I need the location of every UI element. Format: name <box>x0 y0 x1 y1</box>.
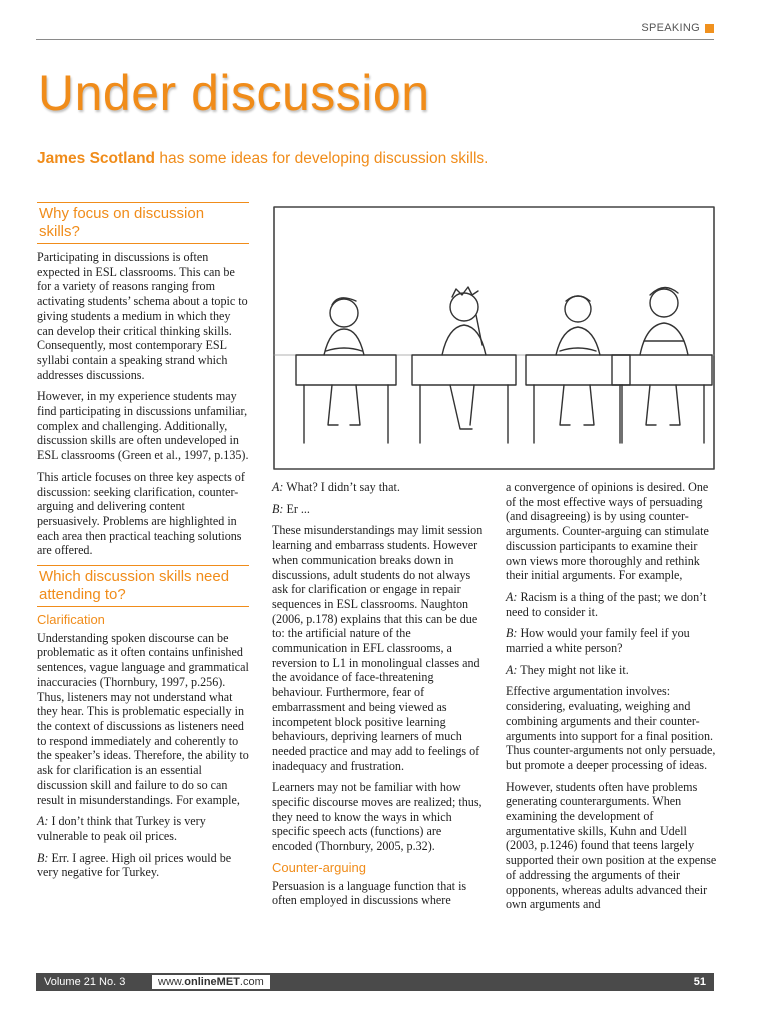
heading-why-focus: Why focus on discussion skills? <box>37 202 249 244</box>
column-2 <box>272 480 484 915</box>
paragraph: a convergence of opinions is desired. One of the most effective ways of persuading (and disagreeing) is by using counter-arguments. Counter-arguing can stimulate discussion participants to examine their own views more thoroughly and rethink their initial arguments. For example, <box>506 480 709 583</box>
subheading-counter-arguing: Counter-arguing <box>272 859 366 875</box>
section-label: SPEAKING <box>641 22 700 34</box>
dialogue-line <box>37 814 249 843</box>
paragraph: Persuasion is a language function that is often employed in discussions where <box>272 878 467 908</box>
dialogue-line <box>272 480 484 495</box>
article-title: Under discussion <box>38 65 430 121</box>
paragraph: However, students often have problems generating counterarguments. When examining the development of argumentative skills, Kuhn and Udell (2003, p.1246) found that teens largely supported their own position at the expense of addressing the arguments of their opponents, whereas adults advanced their own arguments and <box>506 779 717 912</box>
dialogue-text: Racism is a thing of the past; we don’t need to consider it. <box>506 589 707 619</box>
dialogue-line <box>506 590 718 619</box>
paragraph: Effective argumentation involves: considering, evaluating, weighing and combining arguments and their counter-arguments into support for a final position. Thus counter-arguments not only persuade, but promote a deeper processing of ideas. <box>506 684 716 772</box>
top-rule <box>36 39 714 40</box>
speaker-label: A: <box>272 480 284 494</box>
heading-which-skills: Which discussion skills need attending to? <box>37 565 249 607</box>
speaker-label: B: <box>506 626 518 641</box>
website-link[interactable] <box>150 975 270 989</box>
url-brand: onlineMET <box>184 976 240 988</box>
speaker-label: A: <box>506 589 518 604</box>
classroom-illustration <box>272 205 716 471</box>
url-suffix: .com <box>239 976 264 988</box>
dialogue-line <box>506 626 718 655</box>
dialogue-text: Err. I agree. High oil prices would be very negative for Turkey. <box>37 850 232 880</box>
dialogue-text: Er ... <box>283 501 310 516</box>
section-tag <box>641 22 714 34</box>
paragraph: This article focuses on three key aspects of discussion: seeking clarification, counter-arguing and delivering content persuasively. Problems are highlighted in each area then practical teaching solutions are offered. <box>37 469 245 558</box>
paragraph: However, in my experience students may find participating in discussions unfamiliar, complex and challenging. Additionally, discussion skills are often undeveloped in ESL classrooms (Green et al., 1997, p.135). <box>37 389 249 463</box>
dialogue-text: What? I didn’t say that. <box>283 480 400 494</box>
dialogue-text: I don’t think that Turkey is very vulnerable to peak oil prices. <box>37 814 206 843</box>
speaker-label: A: <box>506 662 518 677</box>
standfirst-text: has some ideas for developing discussion skills. <box>155 150 489 167</box>
subheading-clarification: Clarification <box>37 612 105 628</box>
orange-square-icon <box>705 24 714 33</box>
dialogue-text: How would your family feel if you married a white person? <box>506 626 690 656</box>
volume-label: Volume 21 No. 3 <box>44 976 126 988</box>
dialogue-line <box>506 663 718 678</box>
speaker-label: A: <box>37 814 49 829</box>
dialogue-line <box>272 502 484 517</box>
footer-bar <box>36 973 714 991</box>
paragraph: These misunderstandings may limit session learning and embarrass students. However when communication breaks down in discussions, adult students do not always ask for clarification or engage in repair sequences in ESL classrooms. Naughton (2006, p.178) explains that this can be due to: the artificial nature of the communication in EFL classrooms, a reversion to L1 in monolingual classes and the avoidance of face-threatening behaviour. Furthermore, fear of embarrassment and being viewed as incompetent block positive learning behaviours, depriving learners of much needed practice and may add to feelings of inadequacy and frustration. <box>272 523 483 773</box>
column-3 <box>506 480 718 919</box>
standfirst <box>37 150 488 168</box>
dialogue-line <box>37 851 249 880</box>
dialogue-text: They might not like it. <box>517 662 629 677</box>
speaker-label: B: <box>37 850 49 865</box>
url-prefix: www. <box>158 976 185 988</box>
column-1 <box>37 202 249 887</box>
author-name: James Scotland <box>37 150 156 167</box>
paragraph: Understanding spoken discourse can be problematic as it often contains unfinished sentences, vague language and grammatical inaccuracies (Thornbury, 1997, p.256). Thus, listeners may not understand what they hear. This is problematic especially in the context of discussions as listeners need to respond immediately and coherently to the speaker’s ideas. Therefore, the ability to ask for clarification is an essential discussion skill and failure to do so can result in misunderstandings. For example, <box>37 630 249 807</box>
page-number: 51 <box>693 976 706 988</box>
paragraph: Learners may not be familiar with how specific discourse moves are realized; thus, they need to know the ways in which specific speech acts (functions) are encoded (Thornbury, 2005, p.32). <box>272 780 482 854</box>
speaker-label: B: <box>272 501 284 516</box>
paragraph: Participating in discussions is often expected in ESL classrooms. This can be for a variety of reasons ranging from activating students’ schema about a topic to giving students a medium in which they can develop their critical thinking skills. Consequently, most contemporary ESL syllabi contain a speaking strand which addresses discussions. <box>37 250 248 382</box>
